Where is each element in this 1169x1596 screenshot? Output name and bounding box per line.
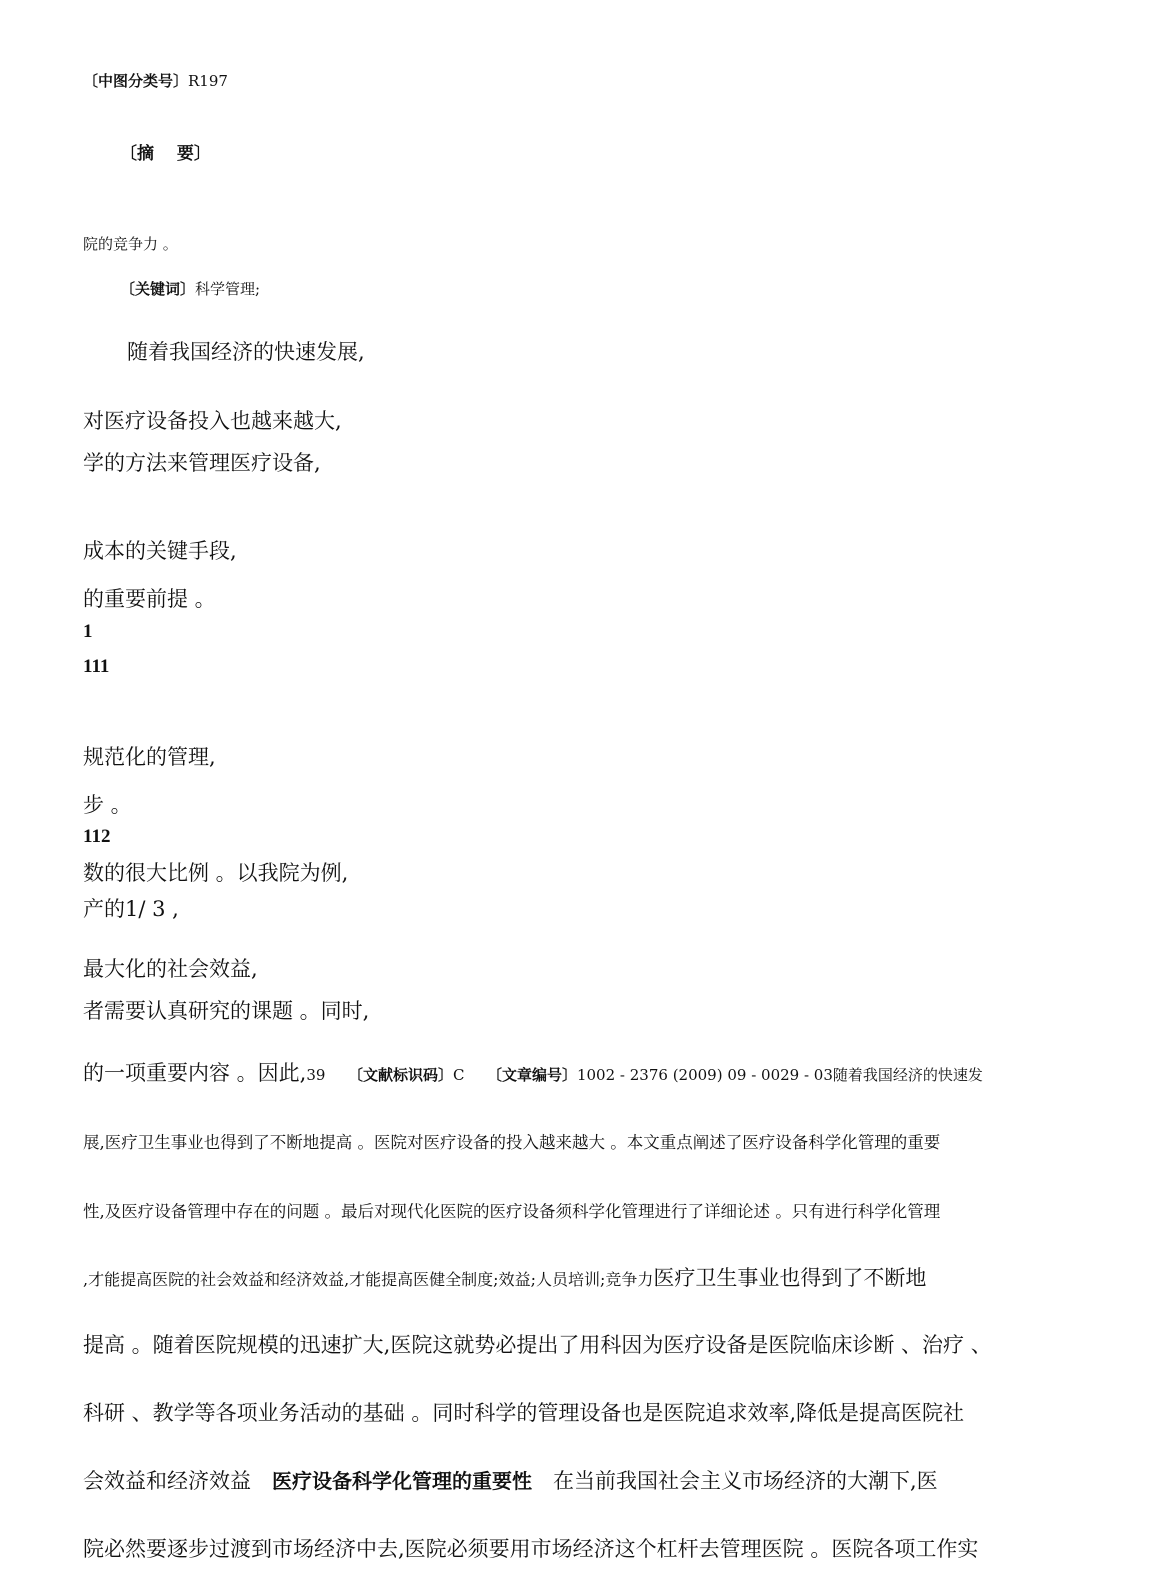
p111-line-1: 规范化的管理, xyxy=(83,745,216,769)
intro-line-5: 的重要前提 。 xyxy=(83,587,216,611)
section-heading-importance: 医疗设备科学化管理的重要性 xyxy=(272,1469,532,1493)
clc-label: 〔中图分类号〕 xyxy=(83,72,189,90)
p112-line-2: 产的1/ 3 , xyxy=(83,897,179,921)
doc-code-label: 〔文献标识码〕 xyxy=(355,1066,453,1084)
article-number-value: 1002 - 2376 (2009) 09 - 0029 - 03随着我国经济的快速发 xyxy=(576,1066,983,1084)
p112-line-1: 数的很大比例 。以我院为例, xyxy=(83,861,349,885)
mixed-line-1 xyxy=(83,1057,983,1087)
mixed-line-4-small: ,才能提高医院的社会效益和经济效益,才能提高医健全制度;效益;人员培训;竞争力 xyxy=(83,1270,654,1289)
intro-line-3: 学的方法来管理医疗设备, xyxy=(83,451,321,475)
section-number-1: 1 xyxy=(83,621,93,642)
intro-line-4: 成本的关键手段, xyxy=(83,539,237,563)
mixed-line-4 xyxy=(83,1262,926,1292)
intro-line-2: 对医疗设备投入也越来越大, xyxy=(83,409,342,433)
abstract-tail: 院的竞争力 。 xyxy=(83,235,178,253)
clc-line xyxy=(83,70,228,91)
mixed-line-5: 提高 。随着医院规模的迅速扩大,医院这就势必提出了用科因为医疗设备是医院临床诊断 、治疗 、 xyxy=(83,1333,992,1357)
mixed-line-3: 性,及医疗设备管理中存在的问题 。最后对现代化医院的医疗设备须科学化管理进行了详细论述 。只有进行科学化管理 xyxy=(83,1202,941,1221)
mixed-line-7-a: 会效益和经济效益 xyxy=(83,1469,272,1493)
abstract-label: 〔摘 要〕 xyxy=(120,144,211,164)
keywords-label: 〔关键词〕 xyxy=(120,280,196,298)
p112-line-4: 者需要认真研究的课题 。同时, xyxy=(83,999,370,1023)
mixed-line-1-text: 的一项重要内容 。因此, xyxy=(83,1061,307,1085)
mixed-line-1-page: 39 xyxy=(306,1066,356,1084)
clc-value: R197 xyxy=(188,72,228,90)
article-number-label: 〔文章编号〕 xyxy=(494,1066,577,1084)
intro-line-1: 随着我国经济的快速发展, xyxy=(127,340,365,364)
mixed-line-6: 科研 、教学等各项业务活动的基础 。同时科学的管理设备也是医院追求效率,降低是提高医院社 xyxy=(83,1401,965,1425)
mixed-line-7 xyxy=(83,1465,938,1495)
mixed-line-2: 展,医疗卫生事业也得到了不断地提高 。医院对医疗设备的投入越来越大 。本文重点阐述了医疗设备科学化管理的重要 xyxy=(83,1133,941,1152)
keywords-line xyxy=(120,278,260,299)
keywords-value: 科学管理; xyxy=(195,280,261,298)
p111-line-2: 步 。 xyxy=(83,793,132,817)
doc-code-value: C xyxy=(452,1066,495,1084)
mixed-line-7-c: 在当前我国社会主义市场经济的大潮下,医 xyxy=(532,1469,938,1493)
section-number-111: 111 xyxy=(83,656,110,677)
p112-line-3: 最大化的社会效益, xyxy=(83,957,258,981)
section-number-112: 112 xyxy=(83,826,111,847)
mixed-line-4-large: 医疗卫生事业也得到了不断地 xyxy=(653,1266,927,1290)
mixed-line-8: 院必然要逐步过渡到市场经济中去,医院必须要用市场经济这个杠杆去管理医院 。医院各项工作实 xyxy=(83,1537,979,1561)
